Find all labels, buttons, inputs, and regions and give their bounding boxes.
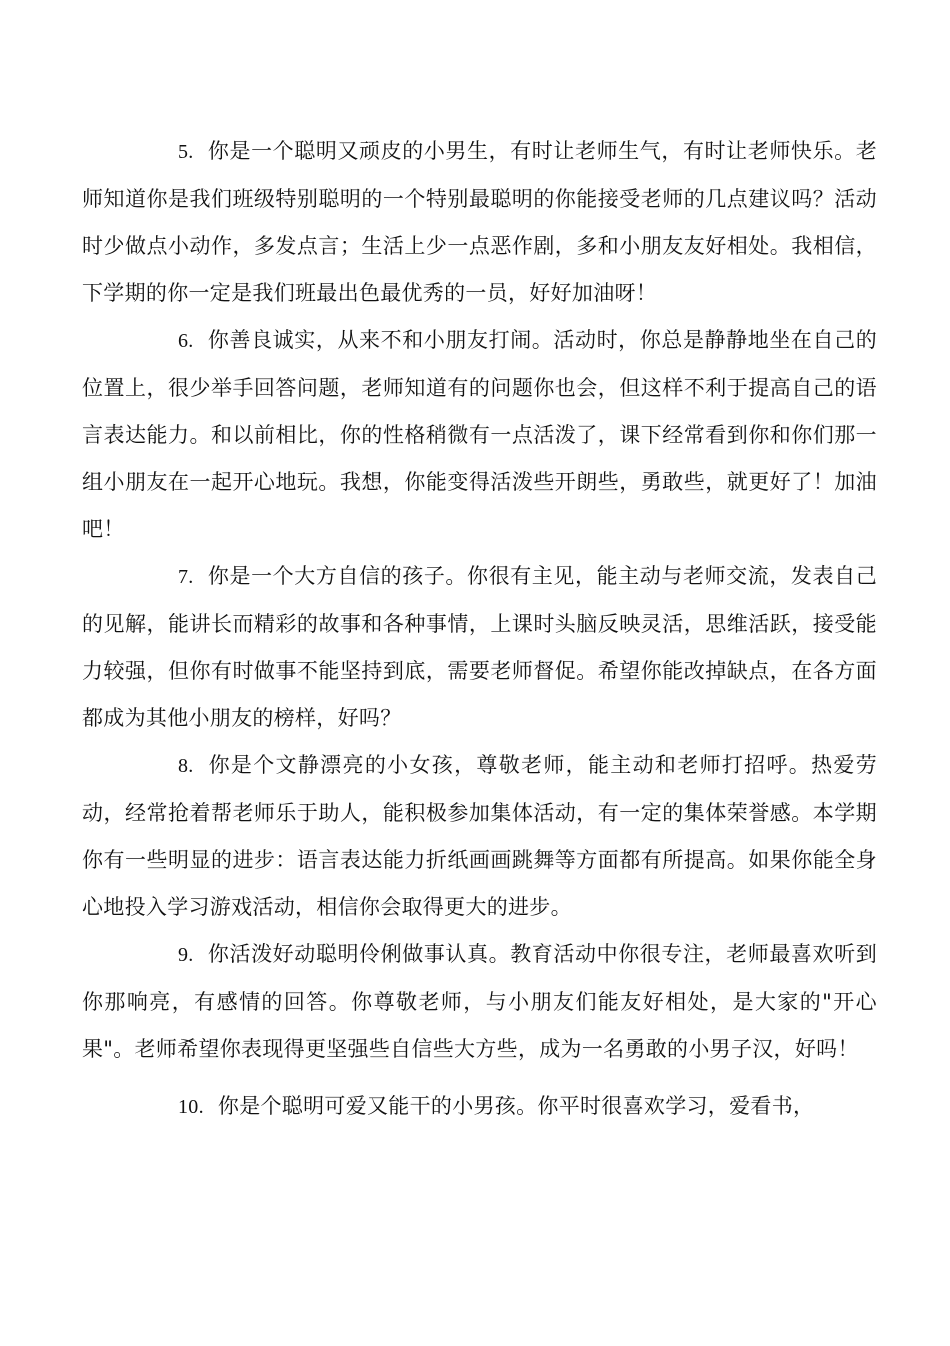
paragraph-number: 9. (178, 944, 194, 966)
paragraph-text: 你活泼好动聪明伶俐做事认真。教育活动中你很专注，老师最喜欢听到你那响亮，有感情的回答。你尊敬老师，与小朋友们能友好相处，是大家的"开心果"。老师希望你表现得更坚强些自信些大方些，成为一名勇敢的小男子汉，好吗！ (82, 942, 877, 1061)
paragraph-text: 你是个文静漂亮的小女孩，尊敬老师，能主动和老师打招呼。热爱劳动，经常抢着帮老师乐于助人，能积极参加集体活动，有一定的集体荣誉感。本学期你有一些明显的进步：语言表达能力折纸画画跳舞等方面都有所提高。如果你能全身心地投入学习游戏活动，相信你会取得更大的进步。 (82, 753, 877, 919)
paragraph-number: 5. (178, 141, 194, 163)
paragraph-number: 10. (178, 1096, 204, 1118)
paragraph-text: 你是一个大方自信的孩子。你很有主见，能主动与老师交流，发表自己的见解，能讲长而精彩的故事和各种事情，上课时头脑反映灵活，思维活跃，接受能力较强，但你有时做事不能坚持到底，需要老师督促。希望你能改掉缺点，在各方面都成为其他小朋友的榜样，好吗？ (82, 564, 877, 730)
paragraph-10 (82, 1083, 877, 1131)
paragraph-9 (82, 931, 877, 1073)
paragraph-6 (82, 317, 877, 553)
paragraph-text: 你善良诚实，从来不和小朋友打闹。活动时，你总是静静地坐在自己的位置上，很少举手回答问题，老师知道有的问题你也会，但这样不利于提高自己的语言表达能力。和以前相比，你的性格稍微有一点活泼了，课下经常看到你和你们那一组小朋友在一起开心地玩。我想，你能变得活泼些开朗些，勇敢些，就更好了！加油吧！ (82, 328, 877, 541)
paragraph-number: 6. (178, 330, 194, 352)
paragraph-5 (82, 128, 877, 317)
paragraph-7 (82, 553, 877, 742)
document-page (82, 128, 877, 1131)
paragraph-text: 你是个聪明可爱又能干的小男孩。你平时很喜欢学习，爱看书， (217, 1094, 815, 1118)
paragraph-number: 7. (178, 566, 194, 588)
paragraph-text: 你是一个聪明又顽皮的小男生，有时让老师生气，有时让老师快乐。老师知道你是我们班级特别聪明的一个特别最聪明的你能接受老师的几点建议吗？活动时少做点小动作，多发点言；生活上少一点恶作剧，多和小朋友友好相处。我相信，下学期的你一定是我们班最出色最优秀的一员，好好加油呀！ (82, 139, 877, 305)
paragraph-8 (82, 742, 877, 931)
paragraph-number: 8. (178, 755, 194, 777)
